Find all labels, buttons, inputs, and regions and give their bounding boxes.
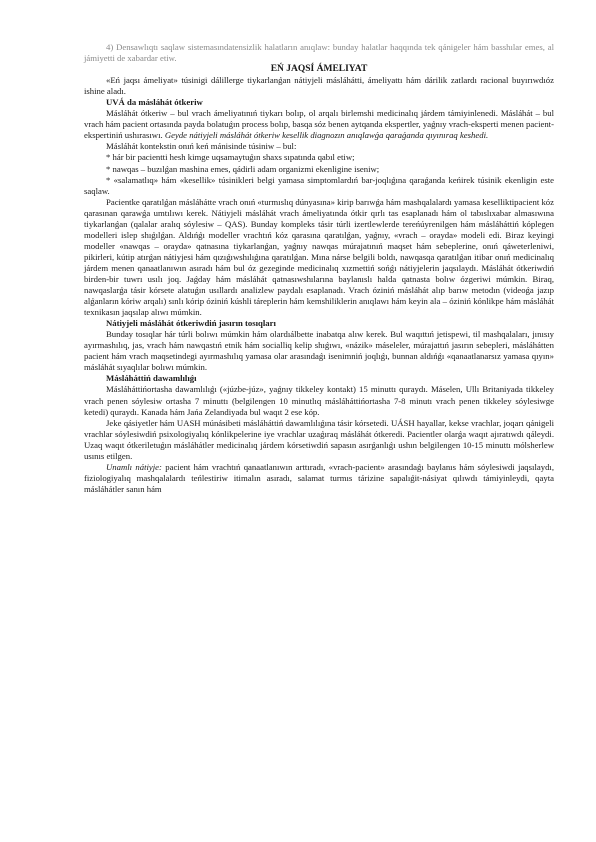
paragraph-gp-traits: Jeke qásiyetler hám UASH múnásibeti másláháttiń dawamlılıǵına tásir kórsetedi. UÁSH hayallar, kekse vrachlar, joqarı qánigeli vrachlar sóylesiwdiń psixologiyalıq kónlikpelerine iye vrachlar uzaǵıraq másláhát ótkeredi. Pacientler olarǵa waqıt ajıratıwdı qáleydi. Uzaq waqıt ótkeriletuǵın másláhátler medicinalıq járdem kórsetiwdiń sapasın asırǵanlıǵı ushın belgilengen 10-15 minuttı mólsherlew usınıs etilgen.	[84, 417, 554, 461]
positive-result-text: pacient hám vrachtıń qanaatlanıwın arttıradı, «vrach-pacient» arasındaǵı baylanıs hám sóylesiwdi jaqsılaydı, fiziologiyalıq mashqalalardı teńlestiriw itimalın asıradı, salamat turmıs tárizine sapalıǵit-násiyat qılıwdı támiyinleydi, qayta másláhátler sanın hám	[84, 461, 554, 494]
paragraph-consultation	[84, 108, 554, 141]
heading-obstacles: Nátiyjeli másláhát ótkeriwdiń jasırın tosıqları	[106, 318, 276, 329]
paragraph-obstacles: Bunday tosıqlar hár túrli bolıwı múmkin hám olardıálbette inabatqa alıw kerek. Bul waqıttıń jetispewi, til mashqalaları, jınısıy ayırmashılıq, jas, vrach hám nawqastıń etnik hám socialliq kelip shıǵıwı, «názik» máseleler, múrajattıń jasırın sebepleri, másláhátten pacient hám vrach maqsetindegi ayırmashılıq yamasa olar arasındaǵı isenimniń joqlıǵı, bunnan aldıńǵı «qanaatlanarsız yamasa qıyın» másláhát sıyaqlılar bolıwı múmkin.	[84, 329, 554, 373]
paragraph-context: Másláhát kontekstin onıń keń mánisinde túsiniw – bul:	[106, 141, 297, 152]
list-item-1: * hár bir pacientti hesh kimge uqsamaytuǵın shaxs sıpatında qabıl etiw;	[106, 152, 355, 163]
paragraph-consultation-italic: Geyde nátiyjeli másláhát ótkeriw kesellik diagnozın anıqlawǵa qaraǵanda qıyınıraq keshedi.	[164, 130, 489, 141]
heading-consultation: UVÁ da másláhát ótkeriw	[106, 97, 203, 108]
heading-duration: Másláháttiń dawamlılıǵı	[106, 373, 197, 384]
background-watermark: ​	[19, 126, 61, 184]
paragraph-consultation-text: Másláhát ótkeriw – bul vrach ámeliyatınıń tiykarı bolıp, ol arqalı birlemshi medicinalıq járdem támiyinlenedi. Másláhát – bul vrach hám pacient ortasında payda bolatuǵın process bolıp, basqa sóz benen aytqanda ekspertler, yaǵnıy vrach-eksperti menen pacient-ekspertiniń ushırasıwı.	[84, 108, 554, 141]
paragraph-positive-result	[84, 462, 554, 495]
paragraph-duration: Másláháttińortasha dawamlılıǵı («júzbe-júz», yaǵnıy tikkeley kontakt) 15 minuttı quraydı. Máselen, Ullı Britaniyada tikkeley vrach penen sóylesiw ortasha 7 minuttı (belgilengen 10 minutlıq másláháttińortasha 7-8 minutı vrach penen tikkeley sóylesiwge ketedi) quraydı. Kanada hám Jańa Zelandiyada bul waqıt 2 ese kóp.	[84, 384, 554, 417]
intro-faded-paragraph: 4) Densawlıqtı saqlaw sistemasındatensizlik halatların anıqlaw: bunday halatlar haqqında tek qánigeler hám basshılar emes, al jámiyetti de xabardar etiw.	[84, 42, 554, 64]
paragraph-best-practice: «Eń jaqsı ámeliyat» túsinigi dálillerge tiykarlanǵan nátiyjeli másláhátti, ámeliyattı hám dárilik zatlardı racional buyırıwdıóz ishine aladı.	[84, 75, 554, 97]
document-page	[84, 42, 554, 495]
section-title: EŃ JAQSÍ ÁMELIYAT	[270, 64, 368, 75]
list-item-2: * nawqas – buzılǵan mashina emes, qádirli adam organizmi ekenligine iseniw;	[106, 163, 380, 174]
list-item-3: * «salamatlıq» hám «kesellik» túsinikleri belgi yamasa simptomlardıń bar-joqlıǵına qaraǵanda keńirek túsinik ekenligin este saqlaw.	[84, 174, 554, 196]
paragraph-patient-centered: Pacientke qaratılǵan másláhátte vrach onıń «turmıslıq dúnyasına» kirip barıwǵa hám mashqalalardı yamasa keselliktipacient kóz qarasınan qarawǵa umtılıwı kerek. Nátiyjeli másláhát vrach ámeliyatında ótkir qırlı tas esaplanadı hám ol tabıslıxabar almasıwına tiykarlanǵan (qalalar aralıq sóylesiw – QAS). Bunday kompleks tásir túrli izertlewlerde tereńúyrenilgen hám másláháttiń kóplegen modelleri islep shıǵılǵan. Aldıńǵı modeller vrachtıń kóz qarasına qaratılǵan, yaǵnıy, «vrach – orayda» modeli edi. Biraz keyingi modeller «nawqas – orayda» qatnasına tiykarlanǵan, yaǵnıy nawqas múrajatınıń maqset hám sebeplerine, onıń qáweterleniwi, pikirleri, kútip atırǵan nátiyjesi hám qızıǵıwshılıǵına qaratılǵan. Mına nárse belgili boldı, nawqasqa qaratılǵan itibar onıń medicinalıq járdem menen qanaatlanıwın asıradı hám bul óz gezeginde medicinalıq xızmettiń sońǵı nátiyjelerin jaqsılaydı. Másláhát ótkeriwdiń birden-bir tuwrı usılı joq. Jaǵday hám másláhát qatnasıwshılarına baylanıslı halda qatnasta bolıw ózgeriwi múmkin. Biraq, nawqaslarǵa tásir kórsete alatuǵın usıllardı analizlew paydalı esaplanadı. Vrach óziniń másláhát alıp barıw metodın (videoǵa jazıp alǵanların kóriw arqalı) sınlı kórip óziniń kúshli táreplerin hám kemshiliklerin anıqlawı hám keyin ala – óziniń kónlikpe hám másláhát texnikasın jaqsılap alıwı múmkin.	[84, 196, 554, 318]
positive-result-label: Unamlı nátiyje:	[106, 461, 162, 472]
